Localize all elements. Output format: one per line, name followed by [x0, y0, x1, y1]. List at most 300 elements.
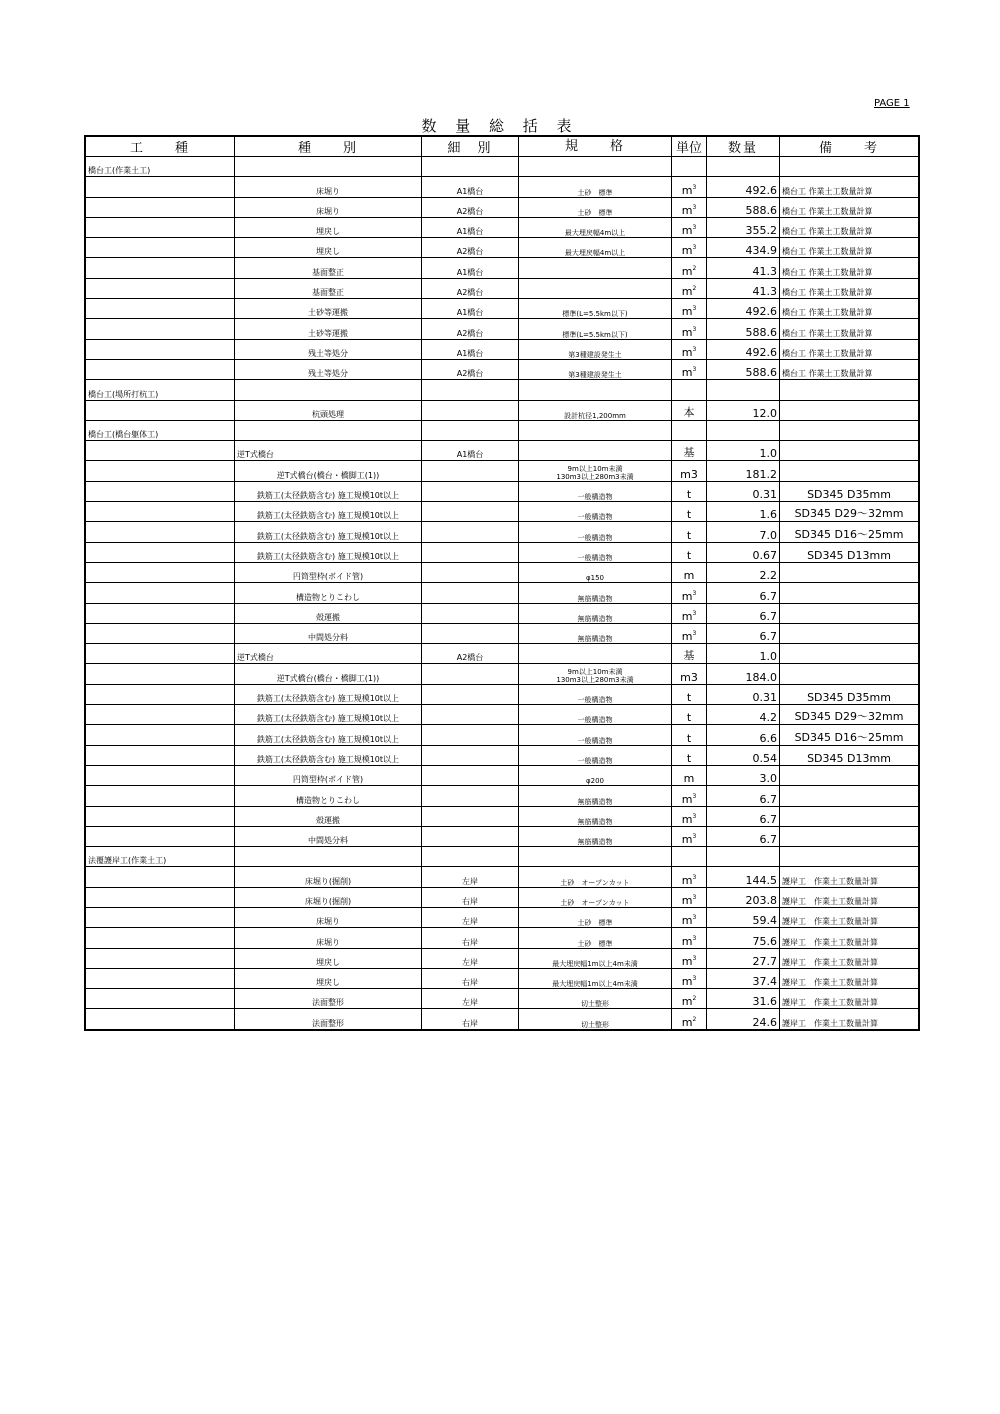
cell-shubetsu: 中間処分料	[235, 623, 422, 643]
cell-shubetsu: 床堀り(掘削)	[235, 887, 422, 907]
cell-quantity: 6.7	[707, 603, 780, 623]
cell-unit	[672, 684, 707, 704]
unit-text: m	[681, 792, 693, 806]
unit-superscript: 3	[692, 630, 697, 638]
cell-shubetsu: 法面整形	[235, 1009, 422, 1030]
table-row	[85, 319, 919, 339]
cell-shubetsu: 鉄筋工(太径鉄筋含む) 施工規模10t以上	[235, 684, 422, 704]
kikaku-line: 第3種建設発生土	[568, 350, 622, 359]
cell-shubetsu: 円筒型枠(ボイド管)	[235, 765, 422, 785]
cell-kikaku	[519, 299, 672, 319]
kikaku-line: 最大埋戻幅4m以上	[564, 249, 626, 258]
cell-unit	[672, 319, 707, 339]
header-quantity: 数量	[707, 136, 780, 157]
unit-text: 基	[683, 649, 695, 663]
cell-unit	[672, 238, 707, 258]
unit-text: m	[681, 589, 693, 603]
kikaku-line: 最大埋戻幅4m以上	[564, 229, 626, 238]
cell-saibetsu: 左岸	[422, 948, 519, 968]
cell-saibetsu: 右岸	[422, 968, 519, 988]
table-row	[85, 420, 919, 440]
cell-shubetsu: 床堀り	[235, 928, 422, 948]
cell-koshu: 橋台工(場所打杭工)	[85, 380, 235, 400]
table-row	[85, 765, 919, 785]
unit-text: m	[681, 325, 693, 339]
kikaku-line: 標準(L=5.5km以下)	[562, 330, 628, 339]
cell-unit	[672, 157, 707, 177]
cell-quantity: 184.0	[707, 664, 780, 684]
cell-saibetsu: A2橋台	[422, 197, 519, 217]
kikaku-line: 一般構造物	[577, 493, 613, 502]
cell-remarks: SD345 D35mm	[780, 684, 920, 704]
unit-text: m3	[680, 467, 698, 481]
page-number: PAGE 1	[874, 98, 910, 109]
cell-unit	[672, 989, 707, 1009]
unit-superscript: 2	[692, 1015, 697, 1023]
cell-shubetsu: 土砂等運搬	[235, 299, 422, 319]
unit-text: m	[681, 285, 693, 299]
cell-quantity: 6.7	[707, 623, 780, 643]
cell-quantity: 75.6	[707, 928, 780, 948]
cell-shubetsu: 床堀り	[235, 907, 422, 927]
unit-text: m	[681, 183, 693, 197]
cell-quantity: 6.7	[707, 806, 780, 826]
cell-shubetsu: 鉄筋工(太径鉄筋含む) 施工規模10t以上	[235, 542, 422, 562]
table-row	[85, 786, 919, 806]
unit-text: t	[686, 548, 692, 562]
cell-remarks	[780, 420, 920, 440]
cell-kikaku	[519, 989, 672, 1009]
cell-unit	[672, 806, 707, 826]
cell-unit	[672, 461, 707, 481]
table-row	[85, 238, 919, 258]
cell-saibetsu: A1橋台	[422, 339, 519, 359]
cell-quantity: 0.54	[707, 745, 780, 765]
cell-remarks	[780, 441, 920, 461]
cell-saibetsu	[422, 705, 519, 725]
cell-quantity	[707, 380, 780, 400]
cell-unit	[672, 623, 707, 643]
cell-unit	[672, 441, 707, 461]
cell-remarks	[780, 664, 920, 684]
kikaku-line: 9m以上10m未満	[567, 464, 623, 473]
cell-kikaku	[519, 319, 672, 339]
header-koshu: 工 種	[85, 136, 235, 157]
cell-unit	[672, 380, 707, 400]
unit-text: 基	[683, 446, 695, 460]
unit-superscript: 3	[692, 325, 697, 333]
cell-saibetsu: 左岸	[422, 989, 519, 1009]
unit-text: m	[681, 975, 693, 989]
cell-quantity: 24.6	[707, 1009, 780, 1030]
table-header-row	[85, 136, 919, 157]
cell-remarks	[780, 562, 920, 582]
cell-quantity: 2.2	[707, 562, 780, 582]
cell-shubetsu: 逆T式橋台	[235, 644, 422, 664]
kikaku-line: 一般構造物	[577, 756, 613, 765]
unit-superscript: 3	[692, 812, 697, 820]
table-row	[85, 542, 919, 562]
kikaku-line: 切土整形	[581, 1000, 609, 1009]
unit-superscript: 3	[692, 244, 697, 252]
table-row	[85, 684, 919, 704]
kikaku-line: 無筋構造物	[577, 594, 613, 603]
cell-koshu	[85, 481, 235, 501]
cell-shubetsu: 法面整形	[235, 989, 422, 1009]
cell-kikaku	[519, 420, 672, 440]
cell-unit	[672, 1009, 707, 1030]
cell-saibetsu	[422, 725, 519, 745]
cell-kikaku	[519, 806, 672, 826]
cell-quantity: 12.0	[707, 400, 780, 420]
cell-koshu	[85, 623, 235, 643]
cell-koshu	[85, 197, 235, 217]
cell-remarks	[780, 380, 920, 400]
cell-kikaku	[519, 197, 672, 217]
kikaku-line: 標準(L=5.5km以下)	[562, 310, 628, 319]
cell-unit	[672, 359, 707, 379]
cell-koshu	[85, 603, 235, 623]
cell-remarks	[780, 644, 920, 664]
cell-quantity: 492.6	[707, 299, 780, 319]
table-row	[85, 359, 919, 379]
cell-quantity: 6.7	[707, 583, 780, 603]
cell-kikaku	[519, 157, 672, 177]
cell-quantity: 588.6	[707, 319, 780, 339]
unit-superscript: 3	[692, 934, 697, 942]
cell-remarks: SD345 D16～25mm	[780, 522, 920, 542]
cell-kikaku	[519, 238, 672, 258]
cell-kikaku	[519, 968, 672, 988]
cell-saibetsu: A2橋台	[422, 238, 519, 258]
cell-remarks	[780, 806, 920, 826]
cell-quantity	[707, 420, 780, 440]
cell-remarks	[780, 400, 920, 420]
table-row	[85, 502, 919, 522]
cell-shubetsu: 基面整正	[235, 258, 422, 278]
kikaku-line: 土砂 標準	[577, 939, 613, 948]
cell-quantity: 31.6	[707, 989, 780, 1009]
kikaku-line: 切土整形	[581, 1020, 609, 1029]
unit-superscript: 3	[692, 203, 697, 211]
table-row	[85, 197, 919, 217]
cell-kikaku	[519, 542, 672, 562]
cell-kikaku	[519, 867, 672, 887]
cell-saibetsu: 右岸	[422, 1009, 519, 1030]
header-kikaku: 規 格	[519, 136, 672, 157]
unit-text: m	[681, 893, 693, 907]
cell-saibetsu: A1橋台	[422, 299, 519, 319]
cell-unit	[672, 765, 707, 785]
cell-saibetsu	[422, 765, 519, 785]
document-title: 数 量 総 括 表	[421, 117, 579, 135]
cell-koshu	[85, 238, 235, 258]
cell-remarks: 護岸工 作業土工数量計算	[780, 887, 920, 907]
kikaku-line: 一般構造物	[577, 696, 613, 705]
cell-quantity: 434.9	[707, 238, 780, 258]
cell-saibetsu	[422, 400, 519, 420]
cell-koshu	[85, 887, 235, 907]
cell-remarks: 橋台工 作業土工数量計算	[780, 278, 920, 298]
table-row	[85, 583, 919, 603]
cell-kikaku	[519, 400, 672, 420]
cell-quantity: 1.0	[707, 644, 780, 664]
cell-kikaku	[519, 380, 672, 400]
unit-text: m	[681, 954, 693, 968]
cell-remarks: 護岸工 作業土工数量計算	[780, 948, 920, 968]
table-row	[85, 644, 919, 664]
cell-remarks: 橋台工 作業土工数量計算	[780, 319, 920, 339]
cell-koshu	[85, 522, 235, 542]
cell-kikaku	[519, 928, 672, 948]
header-unit: 単位	[672, 136, 707, 157]
cell-remarks: 橋台工 作業土工数量計算	[780, 217, 920, 237]
unit-superscript: 3	[692, 609, 697, 617]
table-row	[85, 623, 919, 643]
cell-quantity: 588.6	[707, 359, 780, 379]
table-row	[85, 948, 919, 968]
cell-unit	[672, 258, 707, 278]
table-row	[85, 522, 919, 542]
cell-saibetsu: A2橋台	[422, 319, 519, 339]
cell-koshu	[85, 278, 235, 298]
cell-saibetsu	[422, 603, 519, 623]
unit-text: m	[681, 305, 693, 319]
cell-kikaku	[519, 745, 672, 765]
cell-remarks	[780, 826, 920, 846]
cell-quantity	[707, 157, 780, 177]
kikaku-line: 最大埋戻幅1m以上4m未満	[552, 980, 638, 989]
cell-unit	[672, 948, 707, 968]
cell-unit	[672, 420, 707, 440]
cell-remarks: 護岸工 作業土工数量計算	[780, 989, 920, 1009]
cell-quantity: 6.6	[707, 725, 780, 745]
table-row	[85, 745, 919, 765]
cell-kikaku	[519, 1009, 672, 1030]
cell-remarks: 橋台工 作業土工数量計算	[780, 238, 920, 258]
cell-shubetsu: 逆T式橋台(橋台・橋脚工(1))	[235, 461, 422, 481]
cell-remarks: 橋台工 作業土工数量計算	[780, 258, 920, 278]
cell-kikaku	[519, 583, 672, 603]
table-row	[85, 278, 919, 298]
cell-shubetsu: 殻運搬	[235, 603, 422, 623]
cell-kikaku	[519, 644, 672, 664]
cell-saibetsu: A2橋台	[422, 278, 519, 298]
cell-remarks: 橋台工 作業土工数量計算	[780, 177, 920, 197]
table-row	[85, 339, 919, 359]
unit-text: m	[681, 914, 693, 928]
kikaku-line: φ150	[586, 574, 604, 583]
unit-superscript: 3	[692, 366, 697, 374]
cell-quantity: 492.6	[707, 177, 780, 197]
cell-saibetsu	[422, 806, 519, 826]
cell-shubetsu	[235, 380, 422, 400]
cell-remarks: 護岸工 作業土工数量計算	[780, 968, 920, 988]
unit-text: t	[686, 731, 692, 745]
cell-koshu	[85, 948, 235, 968]
cell-unit	[672, 907, 707, 927]
kikaku-line: 9m以上10m未満	[567, 667, 623, 676]
cell-kikaku	[519, 562, 672, 582]
table-row	[85, 299, 919, 319]
unit-superscript: 3	[692, 833, 697, 841]
cell-remarks: SD345 D29～32mm	[780, 705, 920, 725]
kikaku-line: 設計杭径1,200mm	[564, 411, 626, 420]
cell-koshu	[85, 258, 235, 278]
cell-shubetsu: 床堀り	[235, 177, 422, 197]
cell-unit	[672, 847, 707, 867]
cell-shubetsu: 鉄筋工(太径鉄筋含む) 施工規模10t以上	[235, 725, 422, 745]
cell-unit	[672, 299, 707, 319]
unit-superscript: 3	[692, 345, 697, 353]
cell-remarks: 護岸工 作業土工数量計算	[780, 907, 920, 927]
cell-remarks	[780, 847, 920, 867]
kikaku-line: 第3種建設発生土	[568, 371, 622, 380]
cell-remarks: 橋台工 作業土工数量計算	[780, 359, 920, 379]
cell-koshu	[85, 319, 235, 339]
cell-quantity: 7.0	[707, 522, 780, 542]
unit-text: t	[686, 751, 692, 765]
cell-quantity: 3.0	[707, 765, 780, 785]
cell-shubetsu: 埋戻し	[235, 968, 422, 988]
cell-shubetsu: 逆T式橋台(橋台・橋脚工(1))	[235, 664, 422, 684]
cell-quantity	[707, 847, 780, 867]
cell-koshu	[85, 684, 235, 704]
cell-quantity: 37.4	[707, 968, 780, 988]
cell-kikaku	[519, 481, 672, 501]
cell-koshu	[85, 542, 235, 562]
cell-kikaku	[519, 887, 672, 907]
unit-text: m	[681, 609, 693, 623]
cell-unit	[672, 583, 707, 603]
cell-unit	[672, 705, 707, 725]
cell-kikaku	[519, 786, 672, 806]
cell-unit	[672, 928, 707, 948]
unit-superscript: 3	[692, 954, 697, 962]
cell-shubetsu: 埋戻し	[235, 217, 422, 237]
table-row	[85, 258, 919, 278]
cell-saibetsu	[422, 583, 519, 603]
cell-remarks: SD345 D13mm	[780, 745, 920, 765]
kikaku-line: 無筋構造物	[577, 817, 613, 826]
table-row	[85, 461, 919, 481]
cell-shubetsu: 円筒型枠(ボイド管)	[235, 562, 422, 582]
cell-unit	[672, 502, 707, 522]
cell-remarks	[780, 157, 920, 177]
cell-koshu	[85, 359, 235, 379]
cell-shubetsu: 杭頭処理	[235, 400, 422, 420]
table-row	[85, 989, 919, 1009]
table-row	[85, 177, 919, 197]
cell-koshu	[85, 989, 235, 1009]
cell-koshu	[85, 867, 235, 887]
cell-koshu	[85, 907, 235, 927]
cell-quantity: 203.8	[707, 887, 780, 907]
unit-text: m3	[680, 670, 698, 684]
cell-koshu	[85, 562, 235, 582]
cell-saibetsu	[422, 420, 519, 440]
cell-quantity: 181.2	[707, 461, 780, 481]
cell-koshu	[85, 217, 235, 237]
cell-shubetsu: 鉄筋工(太径鉄筋含む) 施工規模10t以上	[235, 502, 422, 522]
unit-text: m	[681, 244, 693, 258]
cell-saibetsu	[422, 461, 519, 481]
cell-koshu	[85, 725, 235, 745]
table-row	[85, 705, 919, 725]
table-row	[85, 725, 919, 745]
cell-remarks: SD345 D16～25mm	[780, 725, 920, 745]
cell-koshu	[85, 968, 235, 988]
cell-unit	[672, 644, 707, 664]
kikaku-line: 一般構造物	[577, 553, 613, 562]
cell-kikaku	[519, 948, 672, 968]
cell-koshu	[85, 928, 235, 948]
unit-superscript: 3	[692, 914, 697, 922]
cell-shubetsu: 鉄筋工(太径鉄筋含む) 施工規模10t以上	[235, 745, 422, 765]
cell-kikaku	[519, 826, 672, 846]
cell-remarks: 護岸工 作業土工数量計算	[780, 928, 920, 948]
cell-unit	[672, 867, 707, 887]
cell-unit	[672, 664, 707, 684]
cell-quantity: 0.31	[707, 481, 780, 501]
table-row	[85, 441, 919, 461]
cell-koshu	[85, 705, 235, 725]
cell-unit	[672, 786, 707, 806]
table-row	[85, 157, 919, 177]
cell-kikaku	[519, 705, 672, 725]
cell-kikaku	[519, 177, 672, 197]
cell-saibetsu	[422, 481, 519, 501]
unit-superscript: 2	[692, 995, 697, 1003]
cell-shubetsu: 床堀り	[235, 197, 422, 217]
unit-text: m	[681, 203, 693, 217]
cell-koshu	[85, 583, 235, 603]
cell-unit	[672, 339, 707, 359]
kikaku-line: 土砂 標準	[577, 919, 613, 928]
cell-koshu	[85, 826, 235, 846]
unit-text: m	[681, 1015, 693, 1029]
cell-kikaku	[519, 278, 672, 298]
cell-kikaku	[519, 847, 672, 867]
kikaku-line: 無筋構造物	[577, 614, 613, 623]
cell-remarks	[780, 786, 920, 806]
cell-unit	[672, 542, 707, 562]
unit-text: t	[686, 528, 692, 542]
cell-quantity: 4.2	[707, 705, 780, 725]
cell-saibetsu: A1橋台	[422, 217, 519, 237]
unit-text: m	[681, 873, 693, 887]
table-row	[85, 603, 919, 623]
cell-koshu	[85, 644, 235, 664]
cell-koshu	[85, 765, 235, 785]
cell-kikaku	[519, 359, 672, 379]
table-row	[85, 664, 919, 684]
kikaku-line: 一般構造物	[577, 533, 613, 542]
cell-quantity: 0.67	[707, 542, 780, 562]
cell-remarks	[780, 583, 920, 603]
cell-shubetsu: 土砂等運搬	[235, 319, 422, 339]
cell-kikaku	[519, 258, 672, 278]
cell-kikaku	[519, 461, 672, 481]
cell-quantity: 41.3	[707, 258, 780, 278]
cell-unit	[672, 217, 707, 237]
cell-remarks	[780, 623, 920, 643]
cell-saibetsu	[422, 542, 519, 562]
cell-shubetsu: 埋戻し	[235, 948, 422, 968]
table-row	[85, 887, 919, 907]
cell-saibetsu	[422, 157, 519, 177]
cell-unit	[672, 745, 707, 765]
